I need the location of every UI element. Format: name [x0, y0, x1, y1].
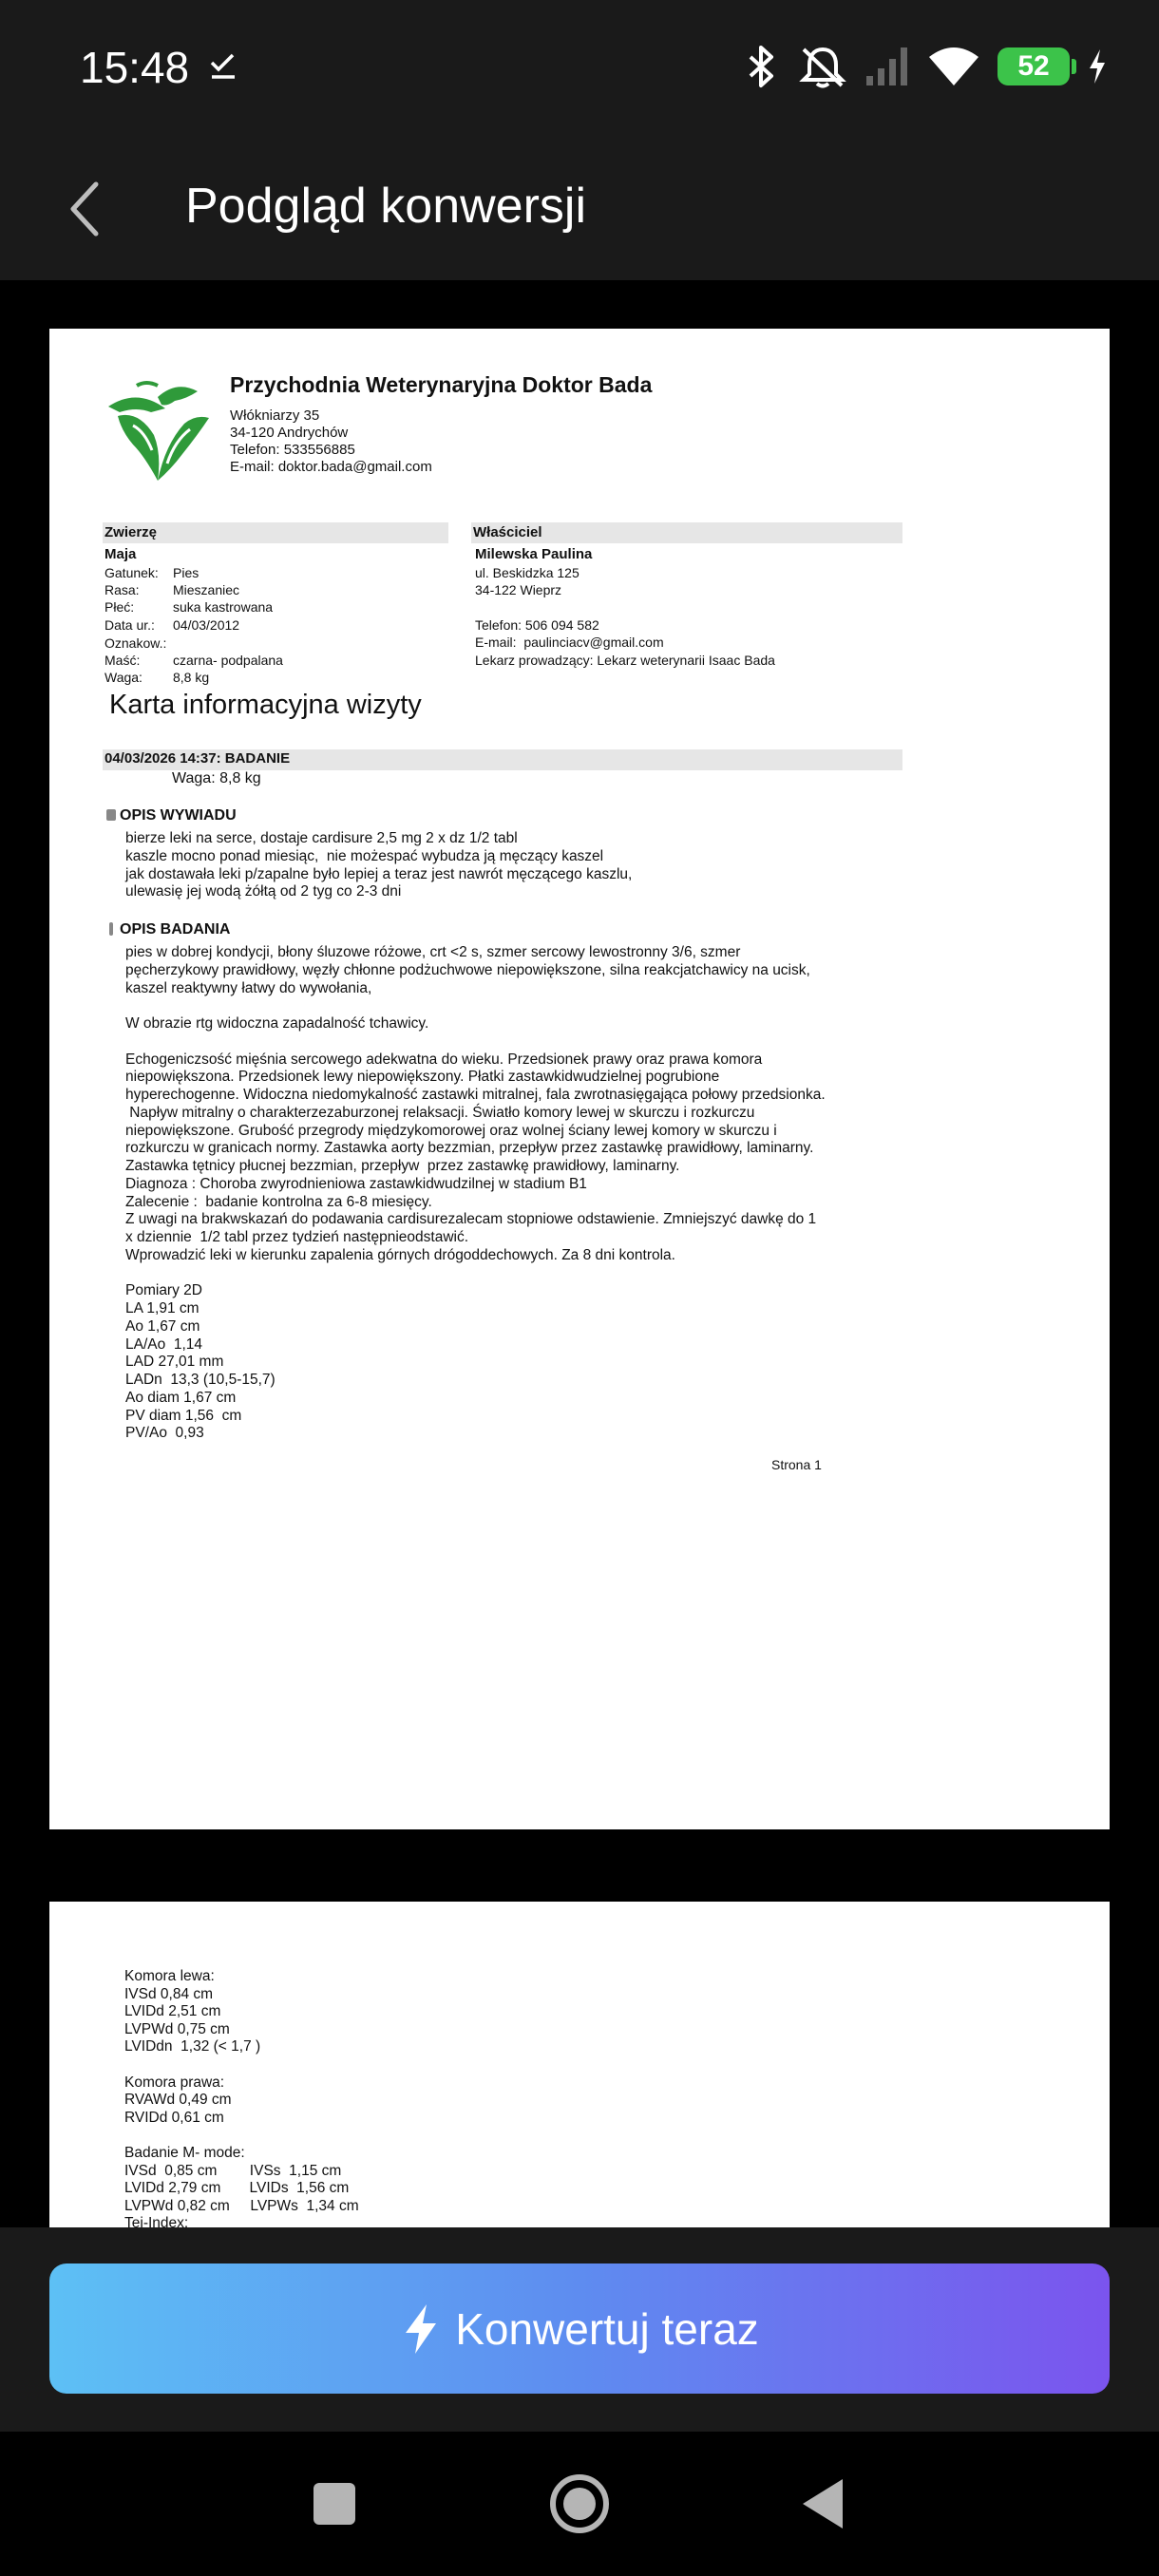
- exam-line: rozkurczu w granicach normy. Zastawka aorty bezzmian, przepływ przez zastawkę prawidłowy, laminarny.: [125, 1140, 814, 1157]
- page2-line: Komora lewa:: [124, 1968, 215, 1984]
- exam-line: Zastawka tętnicy płucnej bezzmian, przepływ przez zastawkę prawidłowy, laminarny.: [125, 1158, 680, 1174]
- page-number: Strona 1: [771, 1457, 822, 1472]
- app-bar: [0, 138, 1159, 280]
- back-icon: [66, 179, 104, 239]
- convert-now-button[interactable]: [49, 2263, 1110, 2394]
- exam-line: kaszel reaktywny łatwy do wywołania,: [125, 979, 372, 996]
- exam-line: LA/Ao 1,14: [125, 1335, 203, 1353]
- page2-line: Badanie M- mode:: [124, 2145, 245, 2161]
- exam-heading: OPIS BADANIA: [120, 921, 231, 938]
- system-navigation-bar: [0, 2432, 1159, 2576]
- page2-line: LVPWd 0,75 cm: [124, 2020, 230, 2037]
- clinic-logo: [99, 378, 218, 497]
- page2-line: LVIDd 2,51 cm: [124, 2003, 221, 2020]
- exam-line: niepowiększona. Przedsionek lewy niepowiększony. Płatki zastawkidwudzielnej pogrubione: [125, 1069, 720, 1086]
- weight-text: Waga: 8,8 kg: [172, 770, 261, 786]
- animal-label: Płeć:: [104, 599, 135, 615]
- history-icon: [104, 807, 118, 823]
- exam-line: pies w dobrej kondycji, błony śluzowe różowe, crt <2 s, szmer sercowy lewostronny 3/6, szmer: [125, 944, 741, 960]
- convert-button-label: Konwertuj teraz: [455, 2303, 759, 2354]
- owner-email: E-mail: paulinciacv@gmail.com: [475, 635, 664, 650]
- animal-label: Maść:: [104, 653, 141, 668]
- animal-value: suka kastrowana: [173, 599, 274, 615]
- clinic-address-2: 34-120 Andrychów: [230, 425, 349, 441]
- history-line: bierze leki na serce, dostaje cardisure 2,5 mg 2 x dz 1/2 tabl: [125, 830, 518, 846]
- signal-icon: [864, 44, 910, 89]
- owner-street: ul. Beskidzka 125: [475, 565, 580, 580]
- animal-label: Oznakow.:: [104, 635, 167, 651]
- animal-label: Data ur.:: [104, 617, 155, 633]
- exam-line: Ao 1,67 cm: [125, 1317, 200, 1335]
- page2-line: IVSd 0,84 cm: [124, 1985, 214, 2002]
- battery-level: 52: [1017, 50, 1050, 82]
- exam-header: 04/03/2026 14:37: BADANIE: [104, 750, 291, 767]
- wifi-icon: [927, 44, 980, 89]
- status-bar: [0, 0, 1159, 138]
- charging-icon: [1087, 47, 1108, 85]
- home-icon: [548, 2472, 611, 2535]
- animal-label: Rasa:: [104, 582, 140, 597]
- clinic-name: Przychodnia Weterynaryjna Doktor Bada: [230, 372, 653, 397]
- exam-line: Wprowadzić leki w kierunku zapalenia górnych drógoddechowych. Za 8 dni kontrola.: [125, 1246, 675, 1263]
- exam-line: Ao diam 1,67 cm: [125, 1389, 237, 1406]
- animal-label: Gatunek:: [104, 565, 159, 580]
- animal-value: Pies: [173, 565, 200, 580]
- owner-city: 34-122 Wieprz: [475, 582, 562, 597]
- history-line: kaszle mocno ponad miesiąc, nie możespać wybudza ją męczący kaszel: [125, 848, 604, 864]
- exam-line: niepowiększone. Grubość przegrody międzykomorowej oraz wolnej ściany lewej komory w skurczu i: [125, 1122, 777, 1139]
- clinic-phone: Telefon: 533556885: [230, 442, 355, 458]
- animal-label: Waga:: [104, 670, 142, 685]
- exam-line: x dziennie 1/2 tabl przez tydzień następnieodstawić.: [125, 1229, 469, 1245]
- battery-indicator: [998, 47, 1070, 85]
- card-title: Karta informacyjna wizyty: [109, 690, 422, 720]
- exam-line: Pomiary 2D: [125, 1282, 202, 1299]
- lightning-icon: [400, 2302, 442, 2356]
- exam-line: LAD 27,01 mm: [125, 1354, 224, 1371]
- exam-line: PV/Ao 0,93: [125, 1425, 204, 1442]
- history-line: ulewasię jej wodą żółtą od 2 tyg co 2-3 dni: [125, 883, 402, 900]
- exam-icon: [104, 921, 118, 937]
- back-triangle-icon: [799, 2477, 846, 2530]
- history-heading: OPIS WYWIADU: [120, 807, 237, 824]
- mute-icon: [798, 44, 847, 89]
- page2-line: RVIDd 0,61 cm: [124, 2109, 224, 2126]
- exam-line: Diagnoza : Choroba zwyrodnieniowa zastawkidwudzilnej w stadium B1: [125, 1175, 587, 1192]
- exam-line: Z uwagi na brakwskazań do podawania cardisurezalecam stopniowe odstawienie. Zmniejszyć dawkę do 1: [125, 1211, 817, 1228]
- page2-line: LVPWd 0,82 cm LVPWs 1,34 cm: [124, 2197, 359, 2214]
- exam-line: PV diam 1,56 cm: [125, 1407, 242, 1424]
- back-nav-button[interactable]: [766, 2432, 880, 2576]
- page2-line: IVSd 0,85 cm IVSs 1,15 cm: [124, 2162, 342, 2179]
- document-page-1: [49, 329, 1110, 1829]
- clinic-email: E-mail: doktor.bada@gmail.com: [230, 459, 432, 475]
- clinic-address-1: Włókniarzy 35: [230, 407, 320, 424]
- animal-value: 8,8 kg: [173, 670, 210, 685]
- page2-line: Tei-Index:: [124, 2215, 189, 2227]
- page2-line: RVAWd 0,49 cm: [124, 2092, 232, 2109]
- page-title: Podgląd konwersji: [185, 179, 587, 234]
- owner-heading: Właściciel: [473, 524, 542, 540]
- exam-line: pęcherzykowy prawidłowy, węzły chłonne podżuchwowe niepowiększone, silna reakcjatchawicy na ucisk,: [125, 961, 810, 978]
- owner-phone: Telefon: 506 094 582: [475, 617, 599, 633]
- bottom-action-bar: [0, 2227, 1159, 2432]
- recent-apps-button[interactable]: [277, 2432, 391, 2576]
- document-preview[interactable]: [0, 280, 1159, 2227]
- check-icon: [207, 49, 239, 82]
- home-button[interactable]: [522, 2432, 636, 2576]
- exam-line: hyperechogenne. Widoczna niedomykalność zastawki mitralnej, fala zwrotnasięgająca połowy przedsionka.: [125, 1087, 826, 1103]
- exam-line: Echogeniczsość mięśnia sercowego adekwatna do wieku. Przedsionek prawy oraz prawa komora: [125, 1051, 763, 1068]
- animal-value: czarna- podpalana: [173, 653, 283, 668]
- bluetooth-icon: [743, 44, 781, 89]
- document-page-2: [49, 1902, 1110, 2227]
- back-button[interactable]: [42, 166, 127, 252]
- animal-name: Maja: [104, 546, 137, 562]
- exam-line: Napływ mitralny o charakterzezaburzonej relaksacji. Światło komory lewej w skurczu i rozkurczu: [125, 1104, 755, 1121]
- exam-line: LADn 13,3 (10,5-15,7): [125, 1372, 276, 1388]
- owner-name: Milewska Paulina: [475, 546, 593, 562]
- animal-value: Mieszaniec: [173, 582, 240, 597]
- exam-line: LA 1,91 cm: [125, 1300, 200, 1316]
- exam-line: Zalecenie : badanie kontrolna za 6-8 miesięcy.: [125, 1193, 432, 1210]
- animal-value: 04/03/2012: [173, 617, 240, 633]
- status-time: 15:48: [80, 43, 190, 92]
- history-line: jak dostawała leki p/zapalne było lepiej a teraz jest nawrót męczącego kaszlu,: [125, 866, 633, 882]
- exam-line: W obrazie rtg widoczna zapadalność tchawicy.: [125, 1015, 429, 1032]
- status-icons: [743, 38, 1108, 95]
- stop-icon: [312, 2481, 357, 2527]
- owner-doctor: Lekarz prowadzący: Lekarz weterynarii Isaac Bada: [475, 653, 775, 668]
- page2-line: Komora prawa:: [124, 2074, 225, 2091]
- page2-line: LVIDdn 1,32 (< 1,7 ): [124, 2038, 261, 2055]
- page2-line: LVIDd 2,79 cm LVIDs 1,56 cm: [124, 2180, 350, 2197]
- animal-heading: Zwierzę: [104, 524, 158, 540]
